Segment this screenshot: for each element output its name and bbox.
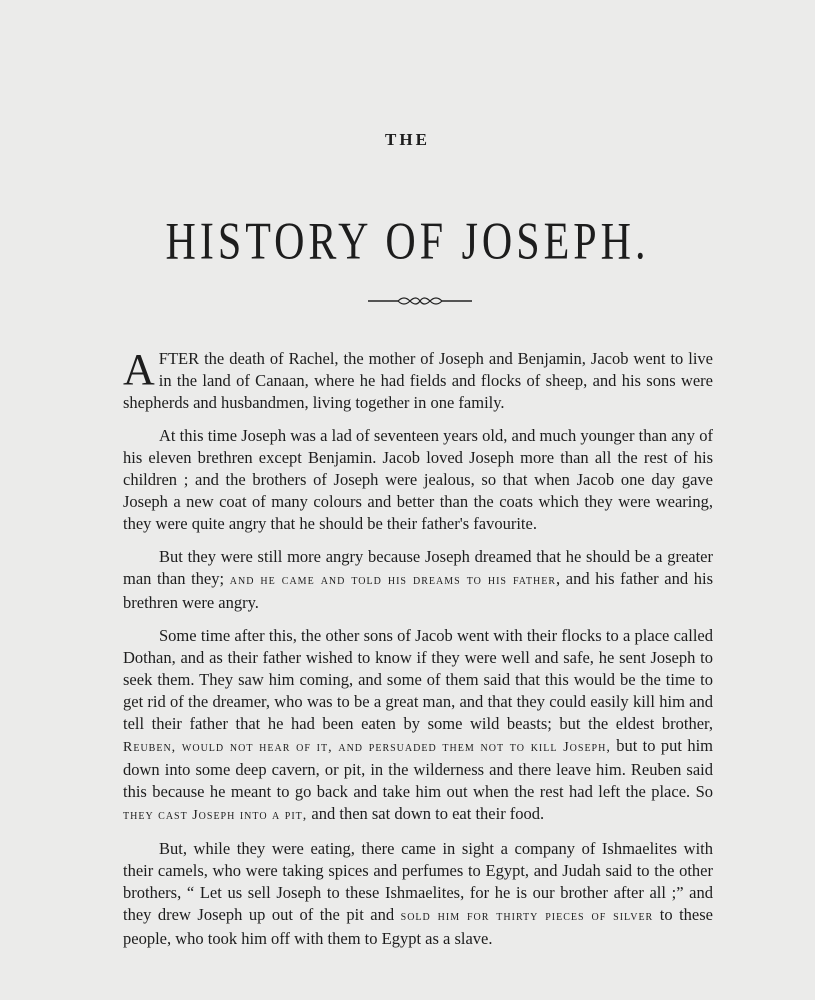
paragraph-4 <box>123 625 713 827</box>
ornament-divider <box>368 295 472 307</box>
paragraph-5-text-a: But, while they were eating, there came in sight a company of Ishmaelites with their camels, who were taking spices and perfumes to Egypt, and Judah said to the other brothers, “ Let us sell Joseph to these Ishmaelites, for he is our brother after all ;” and they drew Joseph up out of the pit and <box>123 839 713 924</box>
paragraph-2: At this time Joseph was a lad of seventeen years old, and much younger than any of his eleven brethren except Benjamin. Jacob loved Joseph more than all the rest of his children ; and the brothers of Joseph were jealous, so that when Jacob one day gave Joseph a new coat of many colours and better than the coats which they were wearing, they were quite angry that he should be their father's favourite. <box>123 426 713 533</box>
paragraph-4-text-b: but to put him down into some deep cavern, or pit, in the wilderness and there leave him. Reuben said this because he meant to go back and take him out when the rest had left the place. So <box>123 736 714 801</box>
paragraph-4-text-c: and then sat down to eat their food. <box>307 804 545 823</box>
page-title: HISTORY OF JOSEPH. <box>165 213 650 271</box>
paragraph-3-smallcaps: and he came and told his dreams to his father <box>229 573 557 588</box>
paragraph-4-smallcaps-2: they cast Joseph into a pit, <box>123 808 308 823</box>
paragraph-1-text: FTER the death of Rachel, the mother of Joseph and Benjamin, Jacob went to live in the land of Canaan, where he had fields and flocks of sheep, and his sons were shepherds and husbandmen, living together in one family. <box>123 349 713 412</box>
paragraph-3-text-a: But they were still more angry because Joseph dreamed that he should be a greater man than they; <box>123 547 713 588</box>
paragraph-4-smallcaps-1: Reuben, would not hear of it, and persuaded them not to kill Joseph, <box>123 740 611 755</box>
paragraph-4-text-a: Some time after this, the other sons of Jacob went with their flocks to a place called Dothan, and as their father wished to know if they were well and safe, he sent Joseph to seek them. They saw him coming, and some of them said that this would be the time to get rid of the dreamer, who was to be a great man, and that they could easily kill him and tell their father that he had been eaten by some wild beasts; but the eldest brother, <box>123 626 713 733</box>
paragraph-3 <box>123 546 713 614</box>
paragraph-1 <box>123 345 713 414</box>
paragraph-3-text-b: , and his father and his brethren were angry. <box>123 569 713 612</box>
paragraph-5 <box>123 838 713 950</box>
drop-cap: A <box>123 345 155 394</box>
paragraph-5-text-b: to these people, who took him off with them to Egypt as a slave. <box>123 905 713 948</box>
paragraph-5-smallcaps: sold him for thirty pieces of silver <box>400 909 654 924</box>
body-text <box>123 345 714 950</box>
title-kicker: THE <box>385 130 430 149</box>
